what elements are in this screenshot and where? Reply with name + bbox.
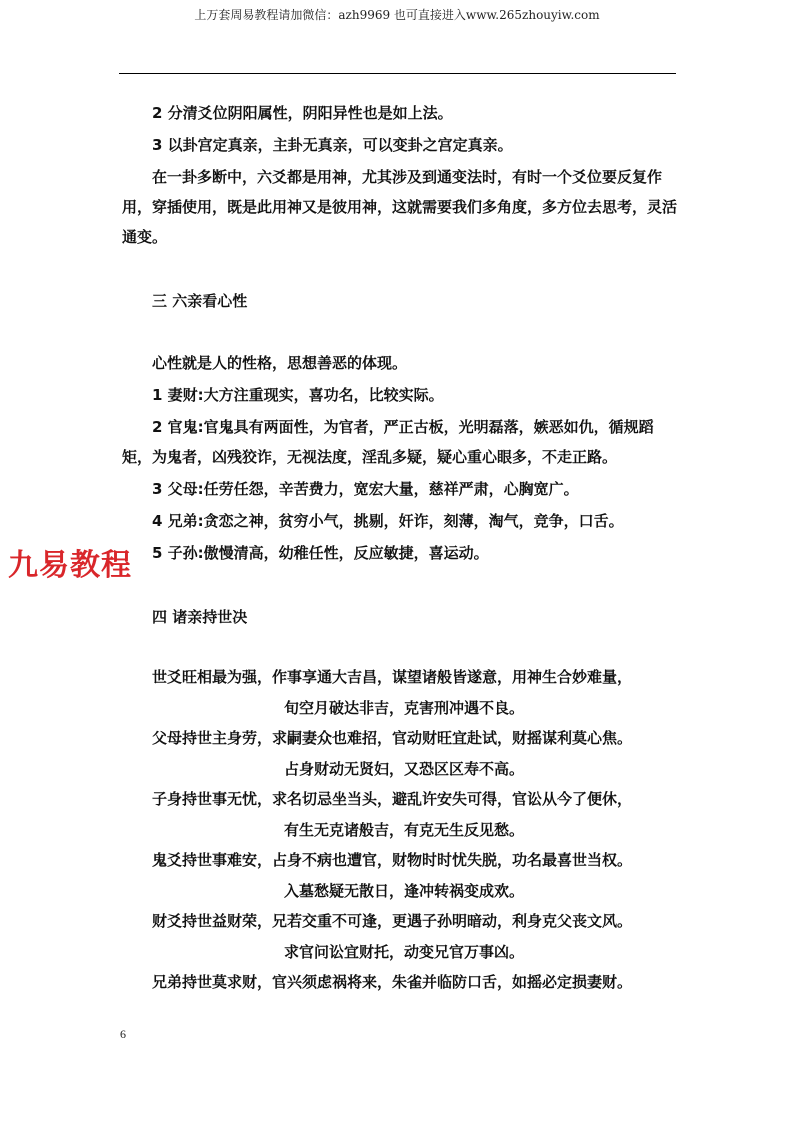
page-header: 上万套周易教程请加微信：azh9969 也可直接进入www.265zhouyiw.com	[194, 8, 600, 22]
section3-item5: 5 子孙:傲慢清高，幼稚任性，反应敏捷，喜运动。	[152, 544, 489, 562]
section3-item2: 2 官鬼:官鬼具有两面性，为官者，严正古板，光明磊落，嫉恶如仇，循规蹈矩，为鬼者，凶残狡诈，无视法度，淫乱多疑，疑心重心眼多，不走正路。	[122, 418, 654, 466]
section4-heading: 四 诸亲持世决	[152, 608, 248, 626]
verse-line: 世爻旺相最为强，作事享通大吉昌，谋望诸般皆遂意，用神生合妙难量，	[152, 668, 633, 686]
verse-line-continued: 旬空月破达非吉，克害刑冲遇不良。	[284, 698, 525, 717]
header-rule	[119, 73, 676, 74]
verse-line: 子身持世事无忧，求名切忌坐当头，避乱许安失可得，官讼从今了便休，	[152, 790, 633, 808]
page-number: 6	[120, 1027, 126, 1041]
verse-line-continued: 求官问讼宜财托，动变兄官万事凶。	[284, 942, 525, 961]
section3-item4: 4 兄弟:贪恋之神，贫穷小气，挑剔，奸诈，刻薄，淘气，竞争，口舌。	[152, 512, 624, 530]
verse-line: 兄弟持世莫求财，官兴须虑祸将来，朱雀并临防口舌，如摇必定损妻财。	[152, 973, 633, 991]
section2-item3: 3 以卦宫定真亲，主卦无真亲，可以变卦之宫定真亲。	[152, 136, 513, 154]
section3-heading: 三 六亲看心性	[152, 292, 248, 310]
watermark-logo: 九易教程	[8, 548, 132, 583]
verse-line-continued: 入墓愁疑无散日，逢冲转祸变成欢。	[284, 881, 525, 900]
verse-line-continued: 有生无克诸般吉，有克无生反见愁。	[284, 820, 525, 839]
section3-item3: 3 父母:任劳任怨，辛苦费力，宽宏大量，慈祥严肃，心胸宽广。	[152, 480, 579, 498]
verse-block	[122, 662, 682, 998]
verse-line: 父母持世主身劳，求嗣妻众也难招，官动财旺宜赴试，财摇谋利莫心焦。	[152, 729, 633, 747]
section3-intro: 心性就是人的性格，思想善恶的体现。	[152, 354, 408, 372]
section2-item2: 2 分清爻位阴阳属性，阴阳异性也是如上法。	[152, 104, 453, 122]
verse-line-continued: 占身财动无贤妇，又恐区区寿不高。	[284, 759, 525, 778]
document-body	[122, 98, 682, 998]
section3-item1: 1 妻财:大方注重现实，喜功名，比较实际。	[152, 386, 444, 404]
verse-line: 财爻持世益财荣，兄若交重不可逢，更遇子孙明暗动，利身克父丧文风。	[152, 912, 633, 930]
section2-paragraph: 在一卦多断中，六爻都是用神，尤其涉及到通变法时，有时一个爻位要反复作用，穿插使用，既是此用神又是彼用神，这就需要我们多角度，多方位去思考，灵活通变。	[122, 168, 678, 246]
verse-line: 鬼爻持世事难安，占身不病也遭官，财物时时忧失脱，功名最喜世当权。	[152, 851, 633, 869]
